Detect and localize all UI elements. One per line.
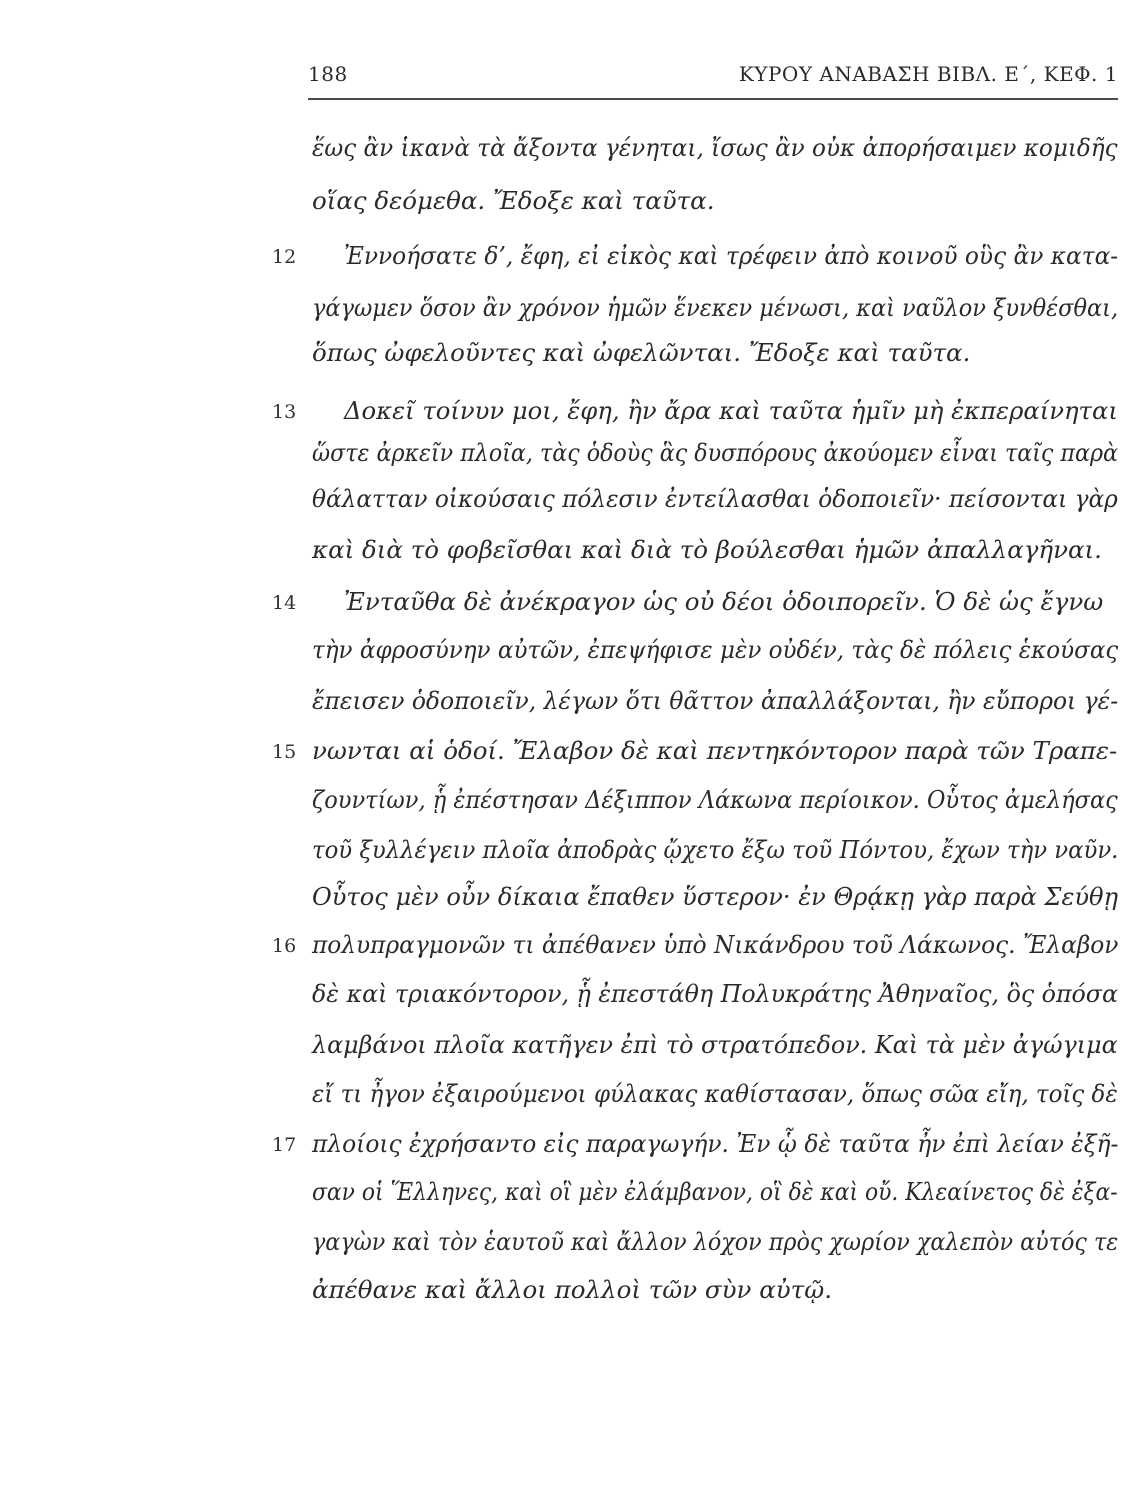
text-line <box>0 1076 1133 1128</box>
page-header <box>308 62 1118 98</box>
line-text: Δοκεῖ τοίνυν μοι, ἔφη, ἢν ἄρα καὶ ταῦτα ἡμῖν μὴ ἐκπεραίνηται <box>344 396 1118 425</box>
text-line <box>0 733 1133 785</box>
text-line <box>0 927 1133 979</box>
line-text: οἵας δεόμεθα. Ἔδοξε καὶ ταῦτα. <box>312 186 715 215</box>
line-text: σαν οἱ Ἕλληνες, καὶ οἳ μὲν ἐλάμβανον, οἳ δὲ καὶ οὔ. Κλεαίνετος δὲ ἐξα- <box>312 1177 1118 1206</box>
section-number: 14 <box>272 592 297 614</box>
text-line <box>0 683 1133 735</box>
section-number: 17 <box>272 1134 297 1156</box>
line-text: Ἐννοήσατε δ’, ἔφη, εἰ εἰκὸς καὶ τρέφειν ἀπὸ κοινοῦ οὓς ἂν κατα- <box>344 241 1119 270</box>
line-text: ζουντίων, ᾗ ἐπέστησαν Δέξιππον Λάκωνα περίοικον. Οὗτος ἀμελήσας <box>312 785 1118 814</box>
line-text: πολυπραγμονῶν τι ἀπέθανεν ὑπὸ Νικάνδρου τοῦ Λάκωνος. Ἔλαβον <box>312 930 1119 959</box>
section-number: 15 <box>272 741 297 763</box>
line-text: τὴν ἀφροσύνην αὐτῶν, ἐπεψήφισε μὲν οὐδέν, τὰς δὲ πόλεις ἑκούσας <box>312 635 1119 664</box>
text-line <box>0 782 1133 834</box>
line-text: πλοίοις ἐχρήσαντο εἰς παραγωγήν. Ἐν ᾧ δὲ ταῦτα ἦν ἐπὶ λείαν ἐξῆ- <box>312 1129 1119 1158</box>
text-line <box>0 238 1133 290</box>
line-text: Ἐνταῦθα δὲ ἀνέκραγον ὡς οὐ δέοι ὁδοιπορεῖν. Ὁ δὲ ὡς ἔγνω <box>344 587 1104 616</box>
line-text: ὅπως ὠφελοῦντες καὶ ὠφελῶνται. Ἔδοξε καὶ ταῦτα. <box>312 338 971 367</box>
line-text: θάλατταν οἰκούσαις πόλεσιν ἐντείλασθαι ὁδοποιεῖν· πείσονται γὰρ <box>312 484 1118 513</box>
text-line <box>0 584 1133 636</box>
line-text: ὥστε ἀρκεῖν πλοῖα, τὰς ὁδοὺς ἃς δυσπόρους ἀκούομεν εἶναι ταῖς παρὰ <box>312 438 1118 467</box>
text-line <box>0 1224 1133 1276</box>
running-title: ΚΥΡΟΥ ΑΝΑΒΑΣΗ ΒΙΒΛ. Ε΄, ΚΕΦ. 1 <box>738 62 1118 86</box>
text-line <box>0 1027 1133 1079</box>
text-line <box>0 1126 1133 1178</box>
line-text: ἕως ἂν ἱκανὰ τὰ ἄξοντα γένηται, ἴσως ἂν οὐκ ἀπορήσαιμεν κομιδῆς <box>312 133 1118 162</box>
page-number: 188 <box>308 62 348 86</box>
header-rule <box>308 98 1118 100</box>
line-text: καὶ διὰ τὸ φοβεῖσθαι καὶ διὰ τὸ βούλεσθαι ἡμῶν ἀπαλλαγῆναι. <box>312 535 1102 564</box>
line-text: ἔπεισεν ὁδοποιεῖν, λέγων ὅτι θᾶττον ἀπαλλάξονται, ἢν εὔποροι γέ- <box>312 686 1119 715</box>
text-line <box>0 532 1133 584</box>
text-line <box>0 632 1133 684</box>
text-line <box>0 832 1133 884</box>
text-line <box>0 481 1133 533</box>
line-text: νωνται αἱ ὁδοί. Ἔλαβον δὲ καὶ πεντηκόντορον παρὰ τῶν Τραπε- <box>312 736 1118 765</box>
text-line <box>0 1174 1133 1226</box>
line-text: εἴ τι ἦγον ἐξαιρούμενοι φύλακας καθίστασαν, ὅπως σῶα εἴη, τοῖς δὲ <box>312 1079 1118 1108</box>
text-line <box>0 1272 1133 1324</box>
line-text: Οὗτος μὲν οὖν δίκαια ἔπαθεν ὕστερον· ἐν Θρᾴκῃ γὰρ παρὰ Σεύθῃ <box>312 882 1119 911</box>
section-number: 16 <box>272 935 297 957</box>
text-line <box>0 435 1133 487</box>
section-number: 12 <box>272 246 297 268</box>
line-text: τοῦ ξυλλέγειν πλοῖα ἀποδρὰς ᾤχετο ἔξω τοῦ Πόντου, ἔχων τὴν ναῦν. <box>312 835 1119 864</box>
text-line <box>0 335 1133 387</box>
line-text: δὲ καὶ τριακόντορον, ᾗ ἐπεστάθη Πολυκράτης Ἀθηναῖος, ὃς ὁπόσα <box>312 979 1118 1008</box>
line-text: γάγωμεν ὅσον ἂν χρόνον ἡμῶν ἕνεκεν μένωσι, καὶ ναῦλον ξυνθέσθαι, <box>312 293 1119 322</box>
text-line <box>0 879 1133 931</box>
line-text: γαγὼν καὶ τὸν ἑαυτοῦ καὶ ἄλλον λόχον πρὸς χωρίον χαλεπὸν αὐτός τε <box>312 1227 1119 1256</box>
line-text: ἀπέθανε καὶ ἄλλοι πολλοὶ τῶν σὺν αὐτῷ. <box>312 1275 832 1304</box>
text-line <box>0 130 1133 182</box>
section-number: 13 <box>272 401 297 423</box>
line-text: λαμβάνοι πλοῖα κατῆγεν ἐπὶ τὸ στρατόπεδον. Καὶ τὰ μὲν ἀγώγιμα <box>312 1030 1118 1059</box>
text-line <box>0 183 1133 235</box>
text-line <box>0 976 1133 1028</box>
